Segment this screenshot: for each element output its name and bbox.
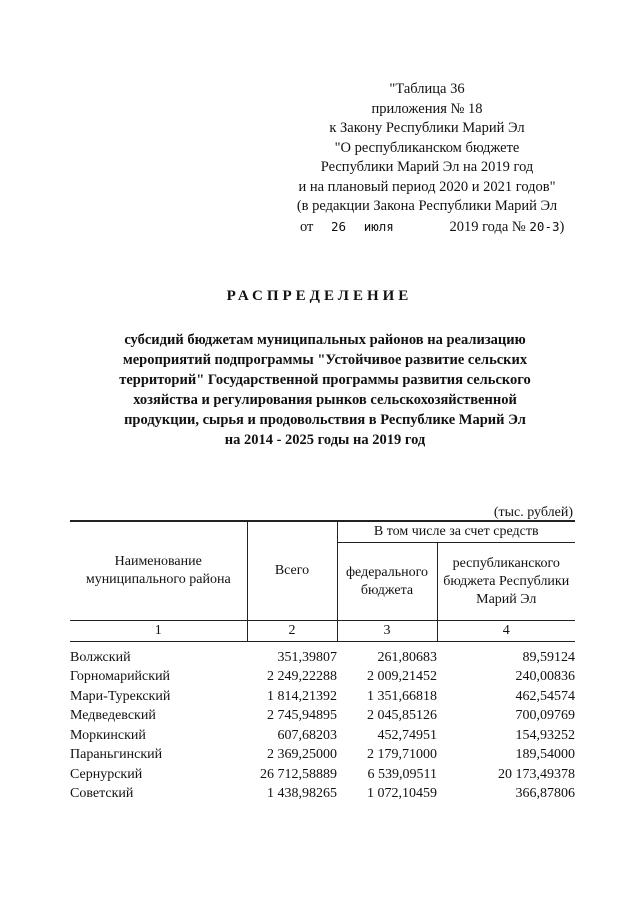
law-number: 20-З [529, 218, 560, 234]
cell-federal: 1 072,10459 [367, 786, 437, 802]
cell-name: Медведевский [70, 708, 156, 724]
closing-paren: ) [559, 218, 565, 235]
cell-name: Советский [70, 786, 134, 802]
table-row [70, 785, 575, 805]
cell-total: 2 745,94895 [267, 708, 337, 724]
subtitle-line: на 2014 - 2025 годы на 2019 год [224, 432, 426, 448]
column-number: 2 [247, 621, 337, 642]
cell-name: Горномарийский [70, 669, 171, 685]
cell-federal: 261,80683 [377, 649, 437, 665]
header-federal: федерального бюджета [337, 543, 437, 621]
cell-federal: 452,74951 [377, 727, 437, 743]
table-row [70, 648, 575, 668]
cell-federal: 2 009,21452 [367, 669, 437, 685]
cell-name: Волжский [70, 649, 131, 665]
header-republic: республиканского бюджета Республики Марий Эл [437, 543, 575, 621]
document-title: РАСПРЕДЕЛЕНИЕ [226, 288, 413, 304]
cell-federal: 6 539,09511 [367, 766, 437, 782]
subtitle-line: продукции, сырья и продовольствия в Республике Марий Эл [124, 412, 526, 428]
cell-total: 2 249,22288 [267, 669, 337, 685]
approval-line: к Закону Республики Марий Эл [329, 120, 525, 136]
cell-federal: 2 045,85126 [367, 708, 437, 724]
table-row [70, 668, 575, 688]
table-row [70, 707, 575, 727]
date-month: июля [363, 218, 394, 234]
cell-name: Параньгинский [70, 747, 163, 763]
date-prefix: от [300, 218, 314, 235]
table-header [70, 520, 575, 642]
cell-total: 2 369,25000 [267, 747, 337, 763]
cell-name: Моркинский [70, 727, 146, 743]
approval-line: "О республиканском бюджете [334, 139, 520, 156]
cell-name: Мари-Турекский [70, 688, 171, 704]
cell-republic: 189,54000 [515, 747, 575, 763]
data-table [70, 648, 575, 804]
cell-total: 1 438,98265 [267, 786, 337, 802]
subtitle-line: территорий" Государственной программы развития сельского [119, 372, 531, 388]
table-row [70, 726, 575, 746]
table-row [70, 746, 575, 766]
approval-line: (в редакции Закона Республики Марий Эл [296, 198, 558, 214]
column-number: 3 [337, 621, 437, 642]
date-day: 26 [331, 218, 347, 234]
subtitle-line: субсидий бюджетам муниципальных районов на реализацию [124, 332, 526, 348]
table-row [70, 765, 575, 785]
cell-total: 607,68203 [277, 727, 337, 743]
cell-republic: 462,54574 [515, 688, 575, 704]
header-group: В том числе за счет средств [337, 521, 575, 543]
units-label: (тыс. рублей) [493, 505, 573, 520]
cell-republic: 20 173,49378 [498, 766, 575, 782]
cell-total: 1 814,21392 [267, 688, 337, 704]
cell-republic: 89,59124 [522, 649, 575, 665]
approval-line: приложения № 18 [371, 100, 483, 117]
column-number: 4 [437, 621, 575, 642]
approval-date-line [272, 217, 582, 238]
subtitle-line: хозяйства и регулирования рынков сельскохозяйственной [133, 392, 517, 408]
cell-name: Сернурский [70, 766, 143, 782]
cell-federal: 2 179,71000 [367, 747, 437, 763]
cell-total: 351,39807 [277, 649, 337, 665]
date-suffix: 2019 года № [449, 218, 526, 235]
header-total: Всего [247, 521, 337, 621]
cell-republic: 366,87806 [515, 786, 575, 802]
cell-republic: 240,00836 [515, 669, 575, 685]
table-row [70, 687, 575, 707]
cell-republic: 700,09769 [515, 708, 575, 724]
cell-republic: 154,93252 [515, 727, 575, 743]
approval-line: "Таблица 36 [389, 81, 465, 97]
subtitle-line: мероприятий подпрограммы "Устойчивое развитие сельских [122, 352, 528, 368]
header-name: Наименование муниципального района [70, 521, 247, 621]
cell-federal: 1 351,66818 [367, 688, 437, 704]
approval-line: Республики Марий Эл на 2019 год [320, 159, 534, 175]
column-number: 1 [70, 621, 247, 642]
approval-block [272, 80, 582, 237]
approval-line: и на плановый период 2020 и 2021 годов" [298, 178, 556, 195]
cell-total: 26 712,58889 [260, 766, 337, 782]
document-subtitle [80, 330, 570, 450]
